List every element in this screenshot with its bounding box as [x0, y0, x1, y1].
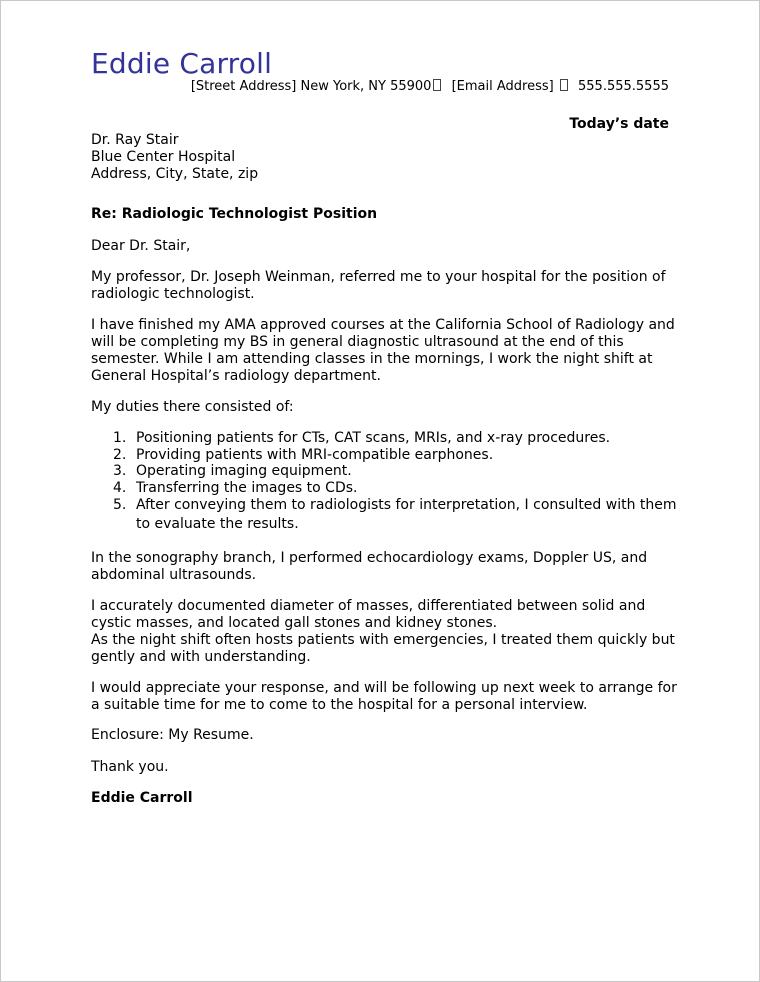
list-item-text: Transferring the images to CDs.: [136, 479, 358, 496]
sender-name-heading: Eddie Carroll: [91, 47, 273, 80]
list-item-text: Operating imaging equipment.: [136, 463, 352, 479]
recipient-organization: Blue Center Hospital: [91, 149, 236, 165]
paragraph-referral: My professor, Dr. Joseph Weinman, referred me to your hospital for the position of radiologic technologist.: [91, 269, 666, 302]
recipient-name: Dr. Ray Stair: [91, 132, 179, 148]
paragraph-sonography: In the sonography branch, I performed echocardiology exams, Doppler US, and abdominal ultrasounds.: [91, 550, 648, 583]
list-item-text: After conveying them to radiologists for interpretation, I consulted with them to evaluate the results.: [136, 497, 677, 532]
paragraph-night-shift: As the night shift often hosts patients with emergencies, I treated them quickly but gently and with understanding.: [91, 632, 675, 665]
separator-glyph-icon: [560, 79, 568, 91]
salutation: Dear Dr. Stair,: [91, 238, 191, 254]
contact-line: [191, 79, 669, 95]
street-address: [Street Address] New York, NY 55900: [190, 79, 432, 94]
letter-date: Today’s date: [569, 116, 669, 132]
list-item-text: Positioning patients for CTs, CAT scans, MRIs, and x-ray procedures.: [136, 430, 611, 446]
recipient-address: Address, City, State, zip: [91, 166, 259, 182]
separator-glyph-icon: [433, 79, 441, 91]
phone-number: 555.555.5555: [578, 79, 669, 94]
list-item: [91, 430, 681, 447]
list-item: [91, 447, 681, 464]
email-address: [Email Address]: [451, 79, 554, 94]
paragraph-documentation-group: [91, 598, 681, 666]
recipient-block: [91, 132, 681, 183]
signature-name: Eddie Carroll: [91, 790, 193, 806]
paragraph-documentation: I accurately documented diameter of masses, differentiated between solid and cystic masses, and located gall stones and kidney stones.: [91, 598, 646, 631]
subject-line: Re: Radiologic Technologist Position: [91, 206, 378, 222]
list-item-text: Providing patients with MRI-compatible earphones.: [136, 446, 494, 463]
list-item: [91, 480, 681, 497]
paragraph-education: I have finished my AMA approved courses at the California School of Radiology and will be completing my BS in general diagnostic ultrasound at the end of this semester. While I am attending classes in the mornings, I work the night shift at General Hospital’s radiology department.: [91, 317, 675, 384]
thanks-line: Thank you.: [91, 759, 169, 775]
list-item-number: 2.: [113, 446, 127, 463]
list-item-number: 3.: [113, 463, 127, 479]
duties-list: [91, 430, 681, 534]
list-item: [91, 463, 681, 480]
paragraph-response: I would appreciate your response, and will be following up next week to arrange for a suitable time for me to come to the hospital for a personal interview.: [91, 680, 677, 713]
paragraph-duties-intro: My duties there consisted of:: [91, 399, 294, 415]
list-item: [91, 496, 681, 534]
enclosure-line: Enclosure: My Resume.: [91, 727, 254, 743]
list-item-number: 1.: [113, 430, 127, 446]
list-item-number: 4.: [113, 479, 127, 496]
list-item-number: 5.: [113, 497, 127, 513]
